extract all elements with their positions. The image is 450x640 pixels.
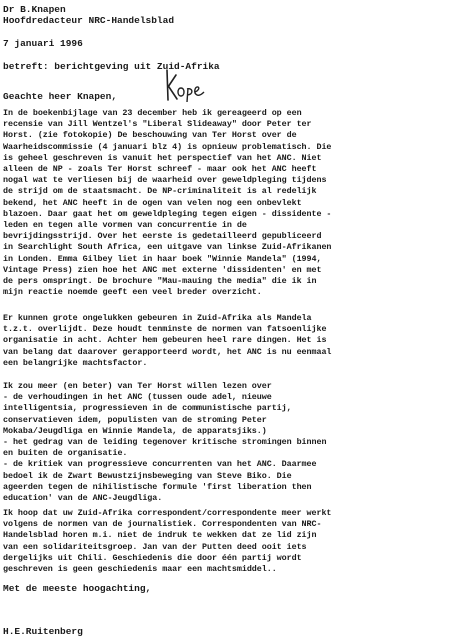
paragraph-line: - de kritiek van progressieve concurrenten van het ANC. Daarmee (3, 459, 317, 470)
paragraph-line: een belangrijke machtsfactor. (3, 357, 148, 368)
paragraph-1 (3, 108, 447, 298)
recipient-title: Hoofdredacteur NRC-Handelsblad (3, 15, 175, 26)
recipient-name: Dr B.Knapen (3, 4, 66, 15)
paragraph-line: education' van de ANC-Jeugdliga. (3, 493, 163, 504)
paragraph-line: alleen de NP - zoals Ter Horst schreef - maar ook het ANC heeft (3, 164, 317, 175)
paragraph-line: bekend, het ANC heeft in de ogen van velen nog een onbevlekt (3, 197, 302, 208)
paragraph-line: geschreven is geen geschiedenis maar een machtsmiddel.. (3, 564, 277, 575)
paragraph-line: en buiten de organisatie. (3, 448, 128, 459)
paragraph-line: bedoel ik de Zwart Bewustzijnsbeweging van Steve Biko. Die (3, 470, 292, 481)
handwritten-kopie-note (162, 68, 208, 102)
paragraph-4 (3, 508, 447, 575)
paragraph-line: de strijd om de staatsmacht. De NP-criminaliteit is al redelijk (3, 186, 317, 197)
paragraph-line: recensie van Jill Wentzel's "Liberal Slideaway" door Peter ter (3, 119, 312, 130)
sender-name: H.E.Ruitenberg (3, 626, 83, 637)
paragraph-line: is geheel geschreven is vanuit het perspectief van het ANC. Niet (3, 152, 322, 163)
paragraph-line: Horst. (zie fotokopie) De beschouwing van Ter Horst over de (3, 130, 297, 141)
paragraph-line: nogal wat te verliesen bij de waarheid over geweldpleging tijdens (3, 175, 327, 186)
paragraph-line: Vintage Press) zien hoe het ANC met externe 'dissidenten' en met (3, 264, 322, 275)
paragraph-line: conservatieven idem, populisten van de stroming Peter (3, 414, 267, 425)
paragraph-line: van een solidariteitsgroep. Jan van der Putten deed ooit iets (3, 541, 307, 552)
paragraph-line: Ik zou meer (en beter) van Ter Horst willen lezen over (3, 381, 272, 391)
paragraph-line: van belang dat daarover gerapporteerd wordt, het ANC is nu eenmaal (3, 346, 332, 357)
paragraph-line: leden en tegen alle vormen van concurrentie in de (3, 220, 247, 231)
paragraph-line: intelligentsia, progressieven in de communistische partij, (3, 403, 292, 414)
paragraph-line: in Londen. Emma Gilbey liet in haar boek "Winnie Mandela" (1994, (3, 253, 322, 264)
paragraph-line: mijn reactie noemde geeft een veel breder overzicht. (3, 287, 262, 298)
letter-date: 7 januari 1996 (3, 38, 83, 49)
paragraph-line: organisatie in acht. Achter hem gebeuren heel rare dingen. Het is (3, 335, 327, 346)
paragraph-line: Waarheidscommissie (4 januari blz 4) is opnieuw problematisch. Die (3, 141, 332, 152)
letter-subject: betreft: berichtgeving uit Zuid-Afrika (3, 61, 220, 72)
paragraph-line: dergelijks uit Chili. Geschiedenis die door één partij wordt (3, 552, 302, 563)
paragraph-line: Ik hoop dat uw Zuid-Afrika correspondent/correspondente meer werkt (3, 508, 332, 518)
paragraph-line: In de boekenbijlage van 23 december heb ik gereageerd op een (3, 108, 302, 118)
paragraph-3 (3, 381, 447, 504)
letter-closing: Met de meeste hoogachting, (3, 583, 152, 594)
paragraph-line: Handelsblad horen m.i. niet de indruk te wekken dat ze lid zijn (3, 530, 317, 541)
letter-salutation: Geachte heer Knapen, (3, 91, 118, 102)
paragraph-line: blazoen. Daar gaat het om geweldpleging tegen eigen - dissidente - (3, 208, 332, 219)
paragraph-line: Mokaba/Jeugdliga en Winnie Mandela, de apparatsjiks.) (3, 425, 267, 436)
paragraph-line: Er kunnen grote ongelukken gebeuren in Zuid-Afrika als Mandela (3, 313, 312, 323)
paragraph-line: volgens de normen van de journalistiek. Correspondenten van NRC- (3, 519, 322, 530)
paragraph-line: ageerden tegen de nihilistische formule 'first liberation then (3, 481, 312, 492)
paragraph-line: t.z.t. overlijdt. Deze houdt tenminste de normen van fatsoenlijke (3, 324, 327, 335)
paragraph-line: - de verhoudingen in het ANC (tussen oude adel, nieuwe (3, 392, 272, 403)
paragraph-2 (3, 313, 447, 369)
paragraph-line: - het gedrag van de leiding tegenover kritische stromingen binnen (3, 437, 327, 448)
paragraph-line: bevrijdingsstrijd. Over het eerste is gedetailleerd gepubliceerd (3, 231, 322, 242)
paragraph-line: de pers omspringt. De brochure "Mau-mauing the media" die ik in (3, 276, 317, 287)
paragraph-line: in Searchlight South Africa, een uitgave van linkse Zuid-Afrikanen (3, 242, 332, 253)
